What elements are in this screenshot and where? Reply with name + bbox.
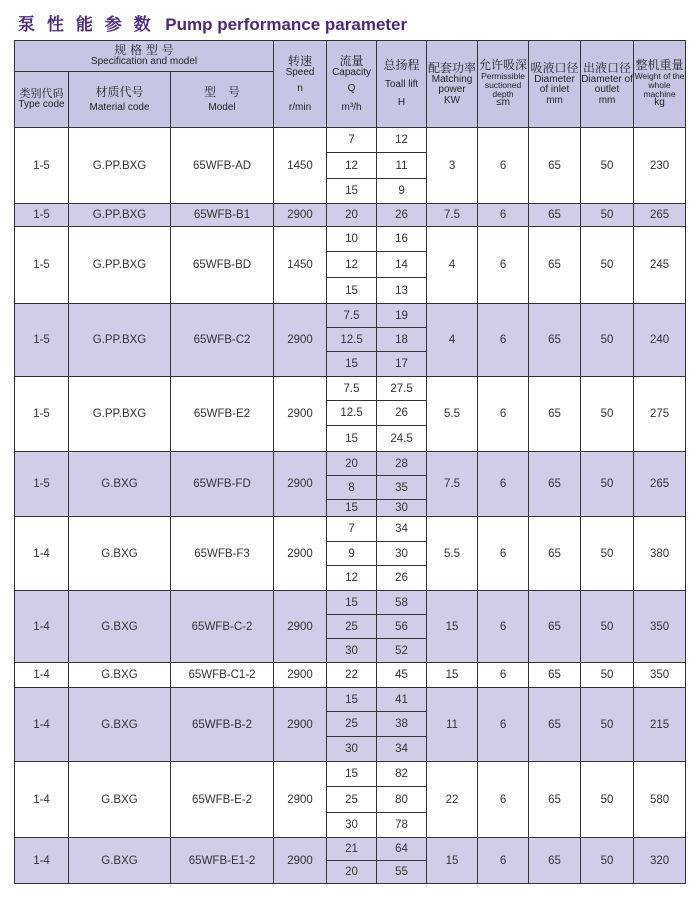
- cell-material: G.BXG: [69, 762, 171, 838]
- performance-table: [14, 40, 686, 884]
- title-en: Pump performance parameter: [165, 15, 408, 34]
- cell-weight: 230: [634, 128, 686, 204]
- cell-type-code: 1-5: [15, 377, 69, 452]
- cell-suction: 6: [478, 128, 529, 204]
- cell-model: 65WFB-C2: [171, 304, 274, 377]
- cell-capacity: 20: [327, 861, 377, 884]
- cell-speed: 2900: [274, 838, 327, 884]
- header-type-code: 类别代码 Type code: [15, 72, 69, 128]
- table-row: [15, 227, 686, 252]
- cell-inlet: 65: [529, 227, 581, 304]
- cell-speed: 1450: [274, 227, 327, 304]
- header-weight: 整机重量 Weight of the whole machine kg: [634, 41, 686, 128]
- cell-speed: 2900: [274, 377, 327, 452]
- table-row: [15, 762, 686, 787]
- cell-capacity: 15: [327, 352, 377, 377]
- cell-outlet: 50: [581, 452, 634, 517]
- cell-inlet: 65: [529, 304, 581, 377]
- cell-type-code: 1-5: [15, 128, 69, 204]
- cell-outlet: 50: [581, 128, 634, 204]
- cell-capacity: 21: [327, 838, 377, 861]
- cell-lift: 11: [377, 153, 427, 179]
- cell-capacity: 7.5: [327, 377, 377, 401]
- cell-material: G.BXG: [69, 517, 171, 591]
- cell-capacity: 15: [327, 688, 377, 712]
- cell-lift: 64: [377, 838, 427, 861]
- title-cn: 泵 性 能 参 数: [18, 15, 154, 35]
- cell-lift: 26: [377, 204, 427, 227]
- table-row: [15, 128, 686, 153]
- table-row: [15, 304, 686, 328]
- header-model: 型 号 Model: [171, 72, 274, 128]
- cell-suction: 6: [478, 838, 529, 884]
- cell-model: 65WFB-C-2: [171, 591, 274, 663]
- cell-type-code: 1-4: [15, 838, 69, 884]
- cell-type-code: 1-4: [15, 688, 69, 762]
- cell-capacity: 9: [327, 542, 377, 566]
- cell-lift: 13: [377, 278, 427, 304]
- cell-weight: 265: [634, 204, 686, 227]
- header-capacity: 流量 Capacity Q m³/h: [327, 41, 377, 128]
- cell-suction: 6: [478, 377, 529, 452]
- cell-suction: 6: [478, 204, 529, 227]
- cell-inlet: 65: [529, 128, 581, 204]
- cell-lift: 58: [377, 591, 427, 615]
- cell-capacity: 30: [327, 813, 377, 838]
- cell-capacity: 25: [327, 615, 377, 639]
- cell-lift: 24.5: [377, 426, 427, 452]
- cell-lift: 14: [377, 252, 427, 278]
- cell-lift: 28: [377, 452, 427, 476]
- cell-lift: 30: [377, 500, 427, 517]
- cell-lift: 19: [377, 304, 427, 328]
- cell-suction: 6: [478, 688, 529, 762]
- cell-weight: 265: [634, 452, 686, 517]
- cell-suction: 6: [478, 663, 529, 688]
- cell-outlet: 50: [581, 377, 634, 452]
- cell-model: 65WFB-C1-2: [171, 663, 274, 688]
- cell-material: G.BXG: [69, 688, 171, 762]
- cell-inlet: 65: [529, 517, 581, 591]
- cell-speed: 2900: [274, 688, 327, 762]
- cell-lift: 41: [377, 688, 427, 712]
- cell-model: 65WFB-FD: [171, 452, 274, 517]
- cell-capacity: 25: [327, 712, 377, 737]
- cell-lift: 34: [377, 517, 427, 542]
- cell-weight: 245: [634, 227, 686, 304]
- cell-power: 5.5: [427, 377, 478, 452]
- cell-lift: 16: [377, 227, 427, 252]
- cell-capacity: 15: [327, 762, 377, 787]
- cell-lift: 26: [377, 401, 427, 426]
- header-power: 配套功率 Matching power KW: [427, 41, 478, 128]
- cell-power: 15: [427, 591, 478, 663]
- cell-lift: 17: [377, 352, 427, 377]
- header-suction: 允许吸深 Permissible suctioned depth ≤m: [478, 41, 529, 128]
- cell-outlet: 50: [581, 762, 634, 838]
- cell-capacity: 20: [327, 452, 377, 476]
- cell-capacity: 25: [327, 787, 377, 813]
- cell-capacity: 7.5: [327, 304, 377, 328]
- cell-inlet: 65: [529, 204, 581, 227]
- cell-suction: 6: [478, 227, 529, 304]
- cell-lift: 34: [377, 737, 427, 762]
- cell-type-code: 1-5: [15, 304, 69, 377]
- cell-power: 7.5: [427, 452, 478, 517]
- cell-inlet: 65: [529, 377, 581, 452]
- cell-inlet: 65: [529, 762, 581, 838]
- cell-material: G.BXG: [69, 663, 171, 688]
- cell-material: G.PP.BXG: [69, 204, 171, 227]
- cell-capacity: 15: [327, 591, 377, 615]
- cell-outlet: 50: [581, 204, 634, 227]
- cell-lift: 9: [377, 179, 427, 204]
- cell-speed: 2900: [274, 663, 327, 688]
- cell-suction: 6: [478, 517, 529, 591]
- cell-capacity: 15: [327, 426, 377, 452]
- cell-lift: 18: [377, 328, 427, 352]
- cell-speed: 2900: [274, 591, 327, 663]
- cell-weight: 350: [634, 591, 686, 663]
- cell-lift: 45: [377, 663, 427, 688]
- cell-inlet: 65: [529, 452, 581, 517]
- cell-model: 65WFB-AD: [171, 128, 274, 204]
- cell-weight: 350: [634, 663, 686, 688]
- page-title: [18, 10, 407, 34]
- cell-model: 65WFB-B1: [171, 204, 274, 227]
- cell-capacity: 12.5: [327, 401, 377, 426]
- cell-model: 65WFB-E2: [171, 377, 274, 452]
- cell-suction: 6: [478, 452, 529, 517]
- table-row: [15, 688, 686, 712]
- cell-suction: 6: [478, 304, 529, 377]
- cell-lift: 56: [377, 615, 427, 639]
- cell-power: 5.5: [427, 517, 478, 591]
- cell-inlet: 65: [529, 591, 581, 663]
- header-lift: 总扬程 Toall lift H: [377, 41, 427, 128]
- cell-lift: 38: [377, 712, 427, 737]
- cell-outlet: 50: [581, 663, 634, 688]
- cell-capacity: 8: [327, 476, 377, 500]
- cell-lift: 30: [377, 542, 427, 566]
- cell-weight: 240: [634, 304, 686, 377]
- table-row: [15, 204, 686, 227]
- table-row: [15, 517, 686, 542]
- cell-type-code: 1-5: [15, 227, 69, 304]
- cell-material: G.PP.BXG: [69, 377, 171, 452]
- cell-weight: 380: [634, 517, 686, 591]
- table-row: [15, 452, 686, 476]
- cell-power: 15: [427, 838, 478, 884]
- header-material: 材质代号 Material code: [69, 72, 171, 128]
- cell-outlet: 50: [581, 517, 634, 591]
- cell-capacity: 20: [327, 204, 377, 227]
- cell-material: G.BXG: [69, 838, 171, 884]
- table-row: [15, 838, 686, 861]
- header-spec: 规 格 型 号 Specification and model: [15, 41, 274, 72]
- cell-suction: 6: [478, 762, 529, 838]
- cell-outlet: 50: [581, 688, 634, 762]
- cell-lift: 80: [377, 787, 427, 813]
- cell-outlet: 50: [581, 591, 634, 663]
- cell-capacity: 15: [327, 500, 377, 517]
- cell-type-code: 1-4: [15, 762, 69, 838]
- cell-power: 7.5: [427, 204, 478, 227]
- cell-outlet: 50: [581, 838, 634, 884]
- cell-lift: 27.5: [377, 377, 427, 401]
- cell-power: 15: [427, 663, 478, 688]
- cell-model: 65WFB-E-2: [171, 762, 274, 838]
- cell-speed: 1450: [274, 128, 327, 204]
- cell-power: 11: [427, 688, 478, 762]
- cell-lift: 26: [377, 566, 427, 591]
- table-row: [15, 591, 686, 615]
- cell-lift: 82: [377, 762, 427, 787]
- header-inlet: 吸液口径 Diameter of inlet mm: [529, 41, 581, 128]
- cell-lift: 35: [377, 476, 427, 500]
- cell-capacity: 22: [327, 663, 377, 688]
- cell-outlet: 50: [581, 304, 634, 377]
- cell-material: G.PP.BXG: [69, 128, 171, 204]
- cell-lift: 52: [377, 639, 427, 663]
- table-row: [15, 663, 686, 688]
- cell-model: 65WFB-BD: [171, 227, 274, 304]
- cell-capacity: 10: [327, 227, 377, 252]
- cell-capacity: 15: [327, 179, 377, 204]
- cell-type-code: 1-4: [15, 591, 69, 663]
- cell-inlet: 65: [529, 688, 581, 762]
- cell-inlet: 65: [529, 663, 581, 688]
- cell-power: 22: [427, 762, 478, 838]
- cell-lift: 55: [377, 861, 427, 884]
- cell-capacity: 7: [327, 128, 377, 153]
- cell-capacity: 12.5: [327, 328, 377, 352]
- cell-power: 4: [427, 227, 478, 304]
- cell-material: G.BXG: [69, 591, 171, 663]
- cell-power: 4: [427, 304, 478, 377]
- table-row: [15, 377, 686, 401]
- cell-power: 3: [427, 128, 478, 204]
- cell-model: 65WFB-B-2: [171, 688, 274, 762]
- cell-model: 65WFB-E1-2: [171, 838, 274, 884]
- cell-speed: 2900: [274, 452, 327, 517]
- cell-type-code: 1-5: [15, 452, 69, 517]
- cell-capacity: 30: [327, 737, 377, 762]
- cell-capacity: 30: [327, 639, 377, 663]
- cell-material: G.BXG: [69, 452, 171, 517]
- header-outlet: 出液口径 Diameter of outlet mm: [581, 41, 634, 128]
- cell-capacity: 12: [327, 153, 377, 179]
- cell-type-code: 1-4: [15, 517, 69, 591]
- cell-speed: 2900: [274, 762, 327, 838]
- cell-inlet: 65: [529, 838, 581, 884]
- cell-lift: 78: [377, 813, 427, 838]
- cell-outlet: 50: [581, 227, 634, 304]
- cell-weight: 580: [634, 762, 686, 838]
- cell-weight: 320: [634, 838, 686, 884]
- header-speed: 转速 Speed n r/min: [274, 41, 327, 128]
- cell-speed: 2900: [274, 517, 327, 591]
- table-body: [15, 128, 686, 884]
- cell-capacity: 12: [327, 252, 377, 278]
- cell-type-code: 1-4: [15, 663, 69, 688]
- cell-suction: 6: [478, 591, 529, 663]
- cell-material: G.PP.BXG: [69, 304, 171, 377]
- cell-weight: 215: [634, 688, 686, 762]
- cell-capacity: 12: [327, 566, 377, 591]
- cell-capacity: 15: [327, 278, 377, 304]
- cell-capacity: 7: [327, 517, 377, 542]
- cell-model: 65WFB-F3: [171, 517, 274, 591]
- cell-lift: 12: [377, 128, 427, 153]
- cell-type-code: 1-5: [15, 204, 69, 227]
- cell-speed: 2900: [274, 304, 327, 377]
- cell-weight: 275: [634, 377, 686, 452]
- cell-material: G.PP.BXG: [69, 227, 171, 304]
- cell-speed: 2900: [274, 204, 327, 227]
